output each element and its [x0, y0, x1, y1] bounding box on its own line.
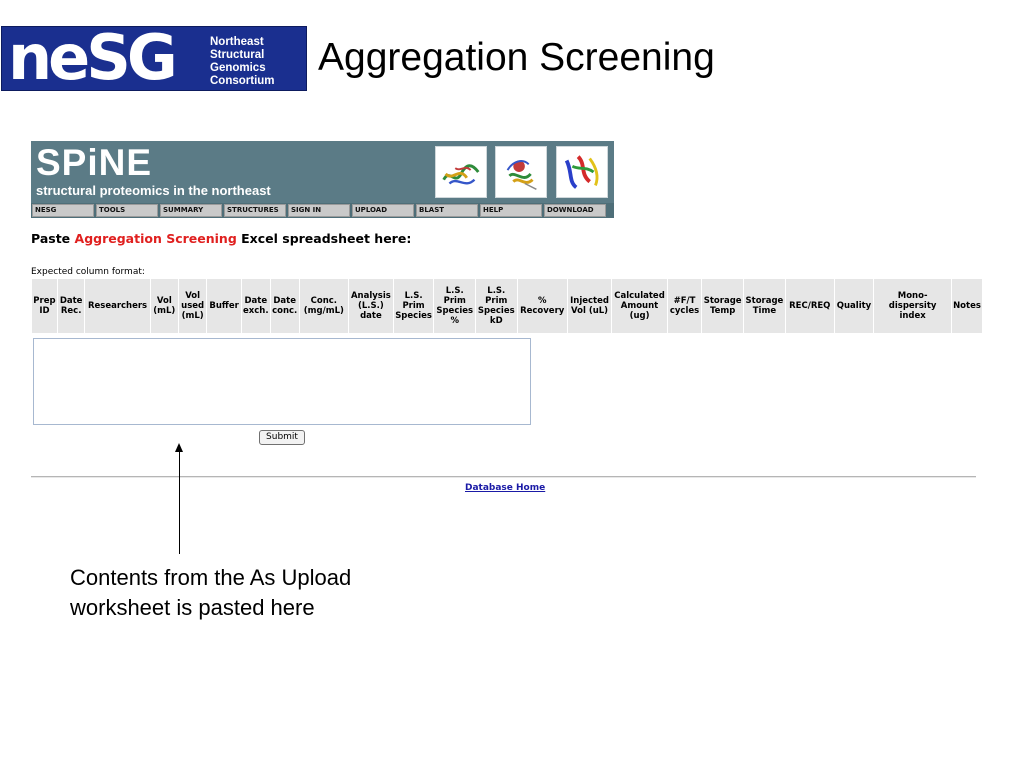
- nesg-logo-line: Genomics: [210, 62, 266, 74]
- protein-structure-icon: [495, 146, 547, 198]
- spreadsheet-paste-input[interactable]: [33, 338, 531, 425]
- annotation-caption: Contents from the As Upload worksheet is pasted here: [70, 565, 352, 620]
- nesg-logo-text: [210, 36, 306, 88]
- nav-item-nesg[interactable]: NESG: [32, 204, 94, 217]
- column-header: L.S. Prim Species %: [434, 279, 476, 334]
- column-format-table: [31, 278, 983, 334]
- nav-item-upload[interactable]: UPLOAD: [352, 204, 414, 217]
- column-header: Date conc.: [270, 279, 299, 334]
- column-format-row: [32, 279, 983, 334]
- nesg-logo-line: Consortium: [210, 75, 275, 87]
- spine-tagline: structural proteomics in the northeast: [36, 183, 271, 198]
- nav-item-download[interactable]: DOWNLOAD: [544, 204, 606, 217]
- protein-structure-icon: [435, 146, 487, 198]
- nav-item-structures[interactable]: STRUCTURES: [224, 204, 286, 217]
- submit-button[interactable]: Submit: [259, 430, 305, 445]
- paste-heading-prefix: Paste: [31, 231, 75, 246]
- nesg-logo-mark: neSG: [8, 26, 174, 91]
- nav-item-help[interactable]: HELP: [480, 204, 542, 217]
- slide-title: Aggregation Screening: [318, 36, 715, 79]
- column-header: Storage Temp: [702, 279, 744, 334]
- column-header: #F/T cycles: [667, 279, 702, 334]
- column-header: Mono-dispersity index: [874, 279, 952, 334]
- column-header: Vol (mL): [150, 279, 178, 334]
- spine-logo: SPiNE: [36, 142, 153, 183]
- nesg-logo-line: Structural: [210, 49, 265, 61]
- footer-divider: [31, 476, 976, 478]
- nav-item-sign-in[interactable]: SIGN IN: [288, 204, 350, 217]
- column-header: Conc. (mg/mL): [299, 279, 349, 334]
- column-header: Prep ID: [32, 279, 58, 334]
- column-header: Storage Time: [744, 279, 786, 334]
- paste-heading: [31, 231, 411, 246]
- column-header: REC/REQ: [785, 279, 834, 334]
- nav-item-tools[interactable]: TOOLS: [96, 204, 158, 217]
- column-header: Date exch.: [241, 279, 270, 334]
- column-header: Calculated Amount (ug): [612, 279, 668, 334]
- column-header: L.S. Prim Species kD: [476, 279, 518, 334]
- column-header: Researchers: [85, 279, 150, 334]
- expected-format-label: Expected column format:: [31, 267, 145, 277]
- database-home-link[interactable]: Database Home: [465, 483, 546, 493]
- nav-item-summary[interactable]: SUMMARY: [160, 204, 222, 217]
- paste-heading-highlight: Aggregation Screening: [74, 231, 237, 246]
- protein-structure-icon: [556, 146, 608, 198]
- paste-heading-suffix: Excel spreadsheet here:: [236, 231, 412, 246]
- annotation-arrow-line: [179, 449, 180, 554]
- column-header: Vol used (mL): [178, 279, 206, 334]
- column-header: Date Rec.: [57, 279, 85, 334]
- column-header: L.S. Prim Species: [393, 279, 434, 334]
- column-header: Buffer: [207, 279, 242, 334]
- nav-item-blast[interactable]: BLAST: [416, 204, 478, 217]
- column-header: Injected Vol (uL): [567, 279, 611, 334]
- column-header: % Recovery: [517, 279, 567, 334]
- spine-nav-bar: [31, 203, 614, 218]
- column-format-table-wrapper: [31, 278, 983, 334]
- spine-banner: [31, 141, 614, 218]
- nesg-logo-line: Northeast: [210, 36, 264, 48]
- column-header: Quality: [834, 279, 874, 334]
- column-header: Notes: [951, 279, 982, 334]
- nesg-logo: [1, 26, 307, 91]
- column-header: Analysis (L.S.) date: [349, 279, 394, 334]
